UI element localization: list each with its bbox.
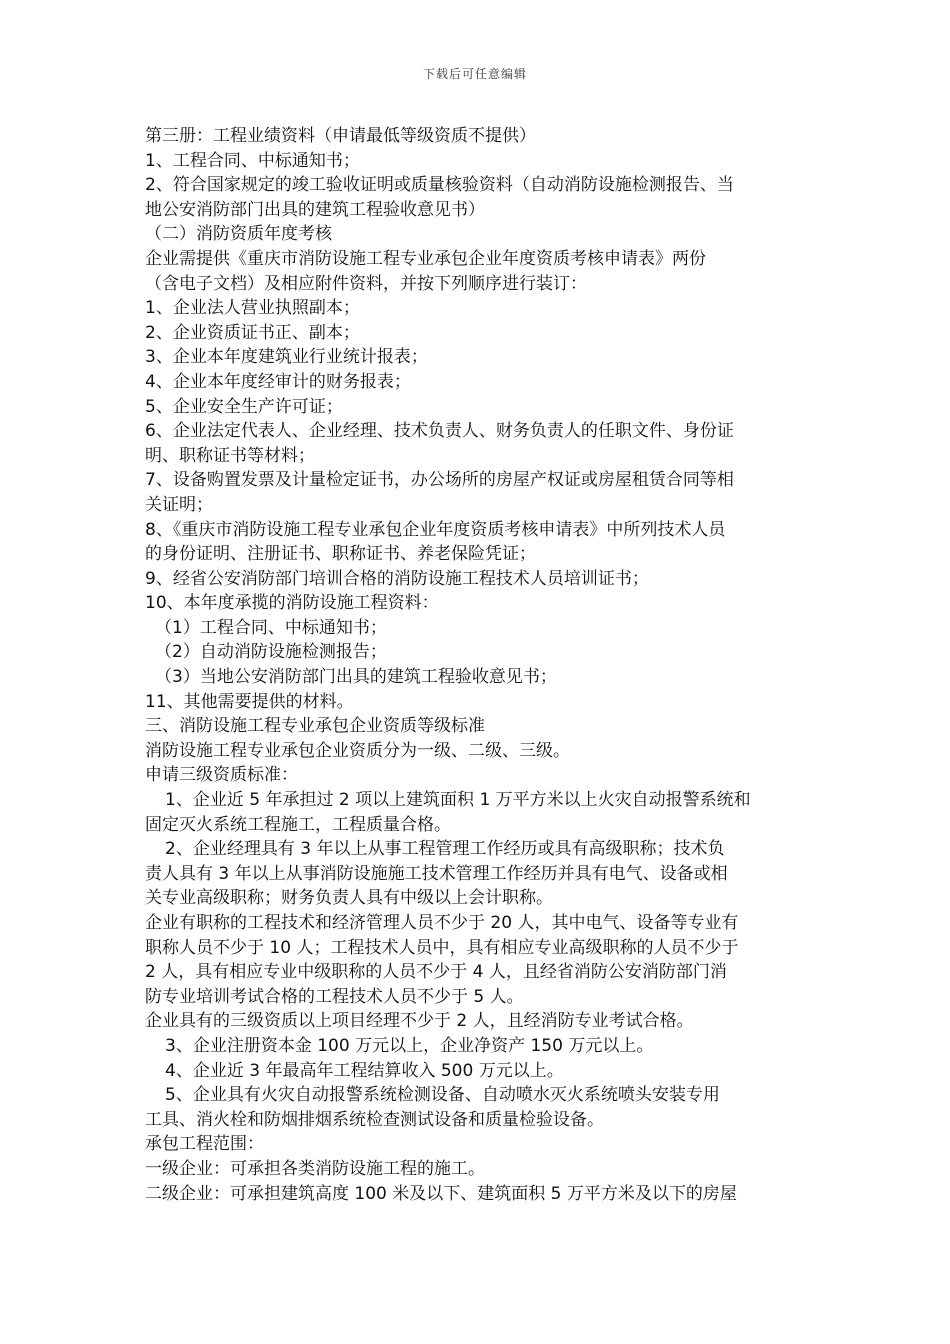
text-line: （含电子文档）及相应附件资料，并按下列顺序进行装订： [145,273,587,294]
text-line: 企业具有的三级资质以上项目经理不少于 2 人，且经消防专业考试合格。 [145,1011,694,1032]
text-line: 9、经省公安消防部门培训合格的消防设施工程技术人员培训证书； [145,568,649,589]
text-line: 关证明； [145,494,213,515]
text-line: 的身份证明、注册证书、职称证书、养老保险凭证； [145,544,536,565]
text-line: 企业需提供《重庆市消防设施工程专业承包企业年度资质考核申请表》两份 [145,248,706,269]
text-line: 一级企业：可承担各类消防设施工程的施工。 [145,1158,485,1179]
text-line: 7、设备购置发票及计量检定证书，办公场所的房屋产权证或房屋租赁合同等相 [145,470,734,491]
section-heading: 三、消防设施工程专业承包企业资质等级标准 [145,716,485,737]
text-line: 8、《重庆市消防设施工程专业承包企业年度资质考核申请表》中所列技术人员 [145,519,726,540]
text-line: 1、企业法人营业执照副本； [145,298,360,319]
text-line: 申请三级资质标准： [145,765,298,786]
text-line: 1、工程合同、中标通知书； [145,150,360,171]
text-line: 10、本年度承揽的消防设施工程资料： [145,593,439,614]
text-line: 4、企业本年度经审计的财务报表； [145,371,411,392]
text-line: 5、企业安全生产许可证； [145,396,343,417]
text-line: 工具、消火栓和防烟排烟系统检查测试设备和质量检验设备。 [145,1109,604,1130]
text-line: 3、企业注册资本金 100 万元以上，企业净资产 150 万元以上。 [165,1035,654,1056]
page-header: 下载后可任意编辑 [422,67,527,81]
text-line: 2、企业资质证书正、副本； [145,322,360,343]
section-heading: （二）消防资质年度考核 [145,224,332,245]
text-line: 关专业高级职称；财务负责人具有中级以上会计职称。 [145,888,553,909]
text-line: 4、企业近 3 年最高年工程结算收入 500 万元以上。 [165,1060,564,1081]
text-line: 固定灭火系统工程施工，工程质量合格。 [145,814,451,835]
text-line: 承包工程范围： [145,1134,264,1155]
text-line: 明、职称证书等材料； [145,445,315,466]
text-line: 5、企业具有火灾自动报警系统检测设备、自动喷水灭火系统喷头安装专用 [165,1085,720,1106]
sub-item: （1）工程合同、中标通知书； [155,617,387,638]
text-line: 第三册：工程业绩资料（申请最低等级资质不提供） [145,126,536,146]
text-line: 消防设施工程专业承包企业资质分为一级、二级、三级。 [145,740,570,761]
sub-item: （2）自动消防设施检测报告； [155,642,387,663]
text-line: 2、企业经理具有 3 年以上从事工程管理工作经历或具有高级职称；技术负 [165,839,725,860]
sub-item: （3）当地公安消防部门出具的建筑工程验收意见书； [155,667,557,688]
text-line: 地公安消防部门出具的建筑工程验收意见书） [145,199,485,220]
text-line: 11、其他需要提供的材料。 [145,691,354,712]
text-line: 1、企业近 5 年承担过 2 项以上建筑面积 1 万平方米以上火灾自动报警系统和 [165,790,751,811]
text-line: 2、符合国家规定的竣工验收证明或质量核验资料（自动消防设施检测报告、当 [145,175,734,196]
text-line: 防专业培训考试合格的工程技术人员不少于 5 人。 [145,986,524,1007]
text-line: 2 人，具有相应专业中级职称的人员不少于 4 人，且经省消防公安消防部门消 [145,962,727,983]
text-line: 6、企业法定代表人、企业经理、技术负责人、财务负责人的任职文件、身份证 [145,421,734,442]
document-body [145,124,815,1206]
text-line: 企业有职称的工程技术和经济管理人员不少于 20 人，其中电气、设备等专业有 [145,913,739,933]
text-line: 二级企业：可承担建筑高度 100 米及以下、建筑面积 5 万平方米及以下的房屋 [145,1183,737,1204]
text-line: 3、企业本年度建筑业行业统计报表； [145,347,428,368]
text-line: 职称人员不少于 10 人；工程技术人员中，具有相应专业高级职称的人员不少于 [145,937,739,958]
text-line: 责人具有 3 年以上从事消防设施施工技术管理工作经历并具有电气、设备或相 [145,863,728,884]
